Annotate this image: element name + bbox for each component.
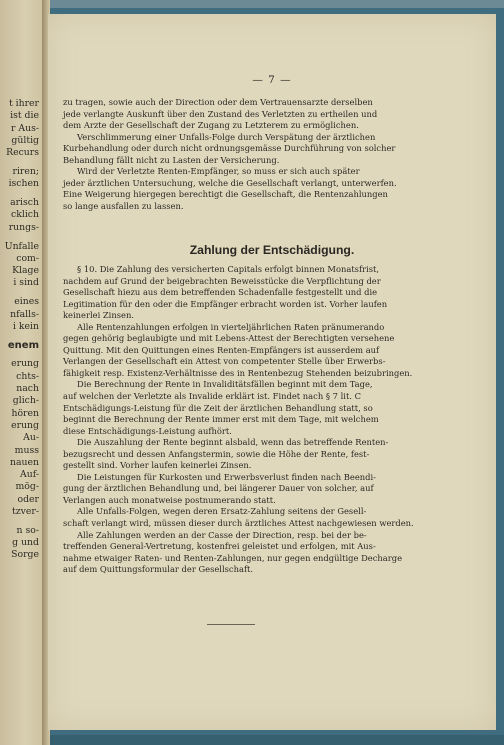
text-line: Behandlung fällt nicht zu Lasten der Versicherung. <box>63 154 280 165</box>
left-page-fragment: eines <box>14 296 39 308</box>
text-line: Alle Zahlungen werden an der Casse der Direction, resp. bei der be- <box>77 529 367 540</box>
text-line: nahme etwaiger Raten- und Renten-Zahlungen, nur gegen endgültige Decharge <box>63 552 403 563</box>
text-line: treffenden General-Vertretung, kostenfrei geleistet und erfolgen, mit Aus- <box>63 541 376 552</box>
scan-background-top <box>0 0 504 8</box>
left-page-fragment: mög- <box>15 481 39 493</box>
left-page-fragment: oder <box>17 493 39 505</box>
scan-background-bottom <box>0 735 504 745</box>
page-number: — 7 — <box>252 74 292 86</box>
left-page-fragment: nauen <box>9 456 39 468</box>
left-page-fragment: erung <box>11 358 39 370</box>
text-line: gung der ärztlichen Behandlung und, bei längerer Dauer von solcher, auf <box>63 483 374 494</box>
left-page-fragment: nfalls- <box>10 308 39 320</box>
text-line: Verlangen der Gesellschaft ein Attest von competenter Stelle über Erwerbs- <box>63 356 386 367</box>
section-heading: Zahlung der Entschädigung. <box>189 243 355 257</box>
text-line: Quittung. Mit den Quittungen eines Renten-Empfängers ist ausserdem auf <box>63 344 380 355</box>
left-page-fragment: Sorge <box>11 549 39 561</box>
text-line: jede verlangte Auskunft über den Zustand des Verletzten zu ertheilen und <box>63 108 378 119</box>
text-line: Eine Weigerung hiergegen berechtigt die Gesellschaft, die Rentenzahlungen <box>63 189 388 200</box>
text-line: Legitimation für den oder die Empfänger erbracht worden ist. Vorher laufen <box>63 298 388 309</box>
text-line: diese Entschädigungs-Leistung aufhört. <box>63 425 232 436</box>
closing-rule <box>207 624 255 625</box>
left-page-fragment: Klage <box>12 265 39 277</box>
text-line: Die Leistungen für Kurkosten und Erwerbsverlust finden nach Beendi- <box>77 471 376 482</box>
left-page-fragment: g und <box>12 537 39 549</box>
text-line: beginnt die Berechnung der Rente immer erst mit dem Tage, mit welchem <box>63 414 379 425</box>
body-text-bottom <box>63 264 486 576</box>
text-line: Die Auszahlung der Rente beginnt alsbald, wenn das betreffende Renten- <box>77 437 389 448</box>
left-page-fragment: ischen <box>8 178 39 190</box>
left-page-fragment: Recurs <box>6 147 39 159</box>
text-line: gestellt sind. Vorher laufen keinerlei Zinsen. <box>63 460 252 471</box>
text-line: Gesellschaft hiezu aus dem betreffenden Schadenfalle festgestellt und die <box>63 287 378 298</box>
left-page-fragment: i kein <box>12 320 39 332</box>
left-page-fragment: rungs- <box>8 221 39 233</box>
left-facing-page <box>0 0 42 745</box>
text-line: § 10. Die Zahlung des versicherten Capitals erfolgt binnen Monatsfrist, <box>77 264 379 274</box>
left-page-fragment: Auf- <box>20 469 39 481</box>
left-page-fragment: ist die <box>10 110 39 122</box>
text-line: bezugsrecht und dessen Anfangstermin, sowie die Höhe der Rente, fest- <box>63 448 370 459</box>
left-page-fragment: arisch <box>10 197 39 209</box>
text-line: Kurbehandlung oder durch nicht ordnungsgemässe Durchführung von solcher <box>63 143 396 154</box>
text-line: jeder ärztlichen Untersuchung, welche die Gesellschaft verlangt, unterwerfen. <box>63 177 397 188</box>
text-line: zu tragen, sowie auch der Direction oder dem Vertrauensarzte derselben <box>63 97 373 107</box>
left-page-fragment: muss <box>14 444 39 456</box>
text-line: auf dem Quittungsformular der Gesellschaft. <box>63 564 254 575</box>
left-page-fragment: tzver- <box>12 506 39 517</box>
left-page-fragment: erung <box>11 419 39 431</box>
text-line: Die Berechnung der Rente in Invaliditätsfällen beginnt mit dem Tage, <box>77 379 373 390</box>
text-line: auf welchen der Verletzte als Invalide erklärt ist. Findet nach § 7 lit. C <box>63 391 362 402</box>
text-line: Wird der Verletzte Renten-Empfänger, so muss er sich auch später <box>77 166 360 177</box>
text-line: Entschädigungs-Leistung für die Zeit der ärztlichen Behandlung statt, so <box>63 402 373 413</box>
text-line: Verschlimmerung einer Unfalls-Folge durch Verspätung der ärztlichen <box>77 131 376 142</box>
left-page-fragment: glich- <box>12 395 39 407</box>
text-line: schaft verlangt wird, müssen dieser durch ärztliches Attest nachgewiesen werden. <box>63 518 414 529</box>
left-page-fragment: nach <box>16 383 39 394</box>
left-page-fragment: riren; <box>12 166 39 177</box>
left-page-fragment: gültig <box>11 134 39 146</box>
left-page-fragment: Au- <box>23 432 39 444</box>
left-page-fragment: com- <box>16 252 39 264</box>
left-page-fragment: cklich <box>11 209 39 221</box>
left-page-fragment: t ihrer <box>8 98 39 109</box>
left-page-fragment: enem <box>7 339 39 351</box>
text-line: nachdem auf Grund der beigebrachten Beweisstücke die Verpflichtung der <box>63 275 381 286</box>
text-line: Verlangen auch monatweise postnumerando statt. <box>63 494 276 505</box>
left-page-fragment: chts- <box>16 370 39 382</box>
text-line: gegen gehörig beglaubigte und mit Lebens-Attest der Berechtigten versehene <box>63 333 395 344</box>
text-line: Alle Unfalls-Folgen, wegen deren Ersatz-Zahlung seitens der Gesell- <box>77 506 367 517</box>
text-line: fähigkeit resp. Existenz-Verhältnisse des in Rentenbezug Stehenden beizubringen. <box>63 367 413 378</box>
left-page-fragment: n so- <box>16 524 39 536</box>
text-line: dem Arzte der Gesellschaft der Zugang zu Letzterem zu ermöglichen. <box>63 120 359 131</box>
text-line: Alle Rentenzahlungen erfolgen in vierteljährlichen Raten pränumerando <box>77 321 385 332</box>
body-text-top <box>63 97 486 212</box>
left-page-fragment: Unfalle <box>4 240 39 252</box>
left-page-fragment: r Aus- <box>10 122 39 134</box>
left-page-fragment: hören <box>11 407 39 419</box>
text-line: so lange ausfallen zu lassen. <box>63 200 184 211</box>
left-page-fragment: i sind <box>13 277 39 289</box>
text-line: keinerlei Zinsen. <box>63 310 134 321</box>
